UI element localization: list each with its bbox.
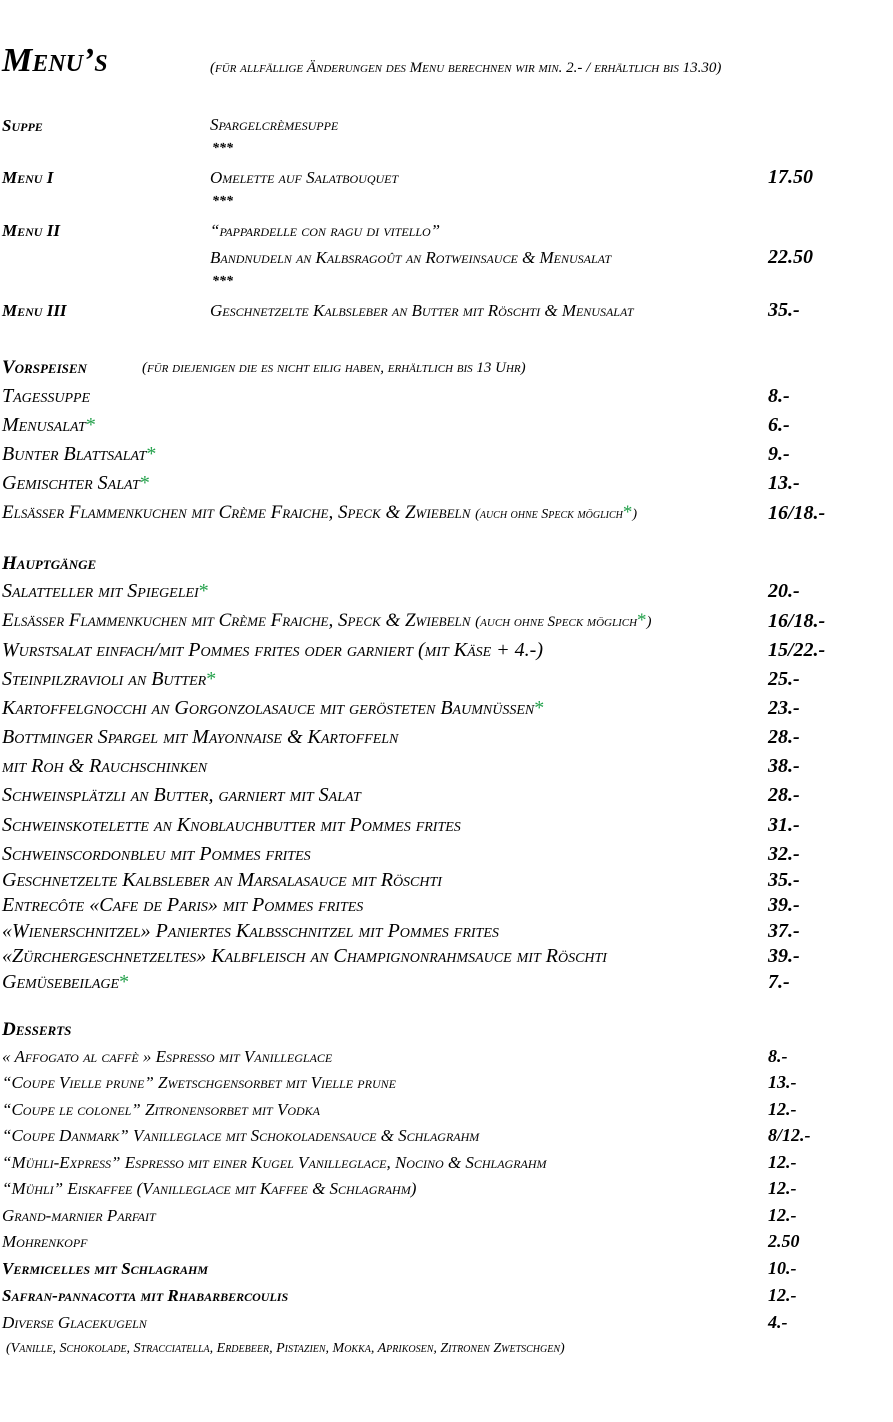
menu-desc-menu2: Bandnudeln an Kalbsragoût an Rotweinsauce & Menusalat	[210, 248, 612, 267]
item-price: 38.-	[768, 755, 800, 777]
list-item: mit Roh & Rauchschinken	[2, 755, 208, 777]
list-item: Salatteller mit Spiegelei*	[2, 580, 209, 602]
list-item: « Affogato al caffè » Espresso mit Vanilleglace	[2, 1047, 333, 1066]
list-item: Grand-marnier Parfait	[2, 1206, 156, 1225]
list-item: Menusalat*	[2, 414, 96, 436]
menu-separator: ***	[212, 141, 233, 156]
item-price: 2.50	[768, 1231, 800, 1251]
item-price: 8.-	[768, 1046, 788, 1066]
list-item: Schweinskotelette an Knoblauchbutter mit Pommes frites	[2, 814, 461, 836]
item-price: 15/22.-	[768, 639, 826, 661]
item-price: 31.-	[768, 814, 800, 836]
item-price: 39.-	[768, 945, 800, 967]
list-item: Elsässer Flammenkuchen mit Crème Fraiche, Speck & Zwiebeln (auch ohne Speck möglich*)	[2, 610, 652, 631]
section-title-desserts: Desserts	[2, 1019, 72, 1040]
menu-desc-menu2-italian: “pappardelle con ragu di vitello”	[210, 221, 441, 240]
vegetarian-star-icon: *	[119, 971, 130, 993]
list-item: Wurstsalat einfach/mit Pommes frites oder garniert (mit Käse + 4.-)	[2, 639, 543, 661]
menu-label-menu3: Menu III	[2, 301, 67, 320]
list-item: Kartoffelgnocchi an Gorgonzolasauce mit gerösteten Baumnüssen*	[2, 697, 545, 719]
menu-label-menu1: Menu I	[2, 168, 54, 187]
vegetarian-star-icon: *	[85, 414, 96, 436]
item-price: 9.-	[768, 443, 790, 465]
section-title-hauptgaenge: Hauptgänge	[2, 553, 97, 574]
item-price: 12.-	[768, 1285, 797, 1305]
list-item: “Coupe le colonel” Zitronensorbet mit Vodka	[2, 1100, 321, 1119]
menu-price-menu2: 22.50	[768, 246, 813, 268]
item-price: 7.-	[768, 971, 790, 993]
menu-label-suppe: Suppe	[2, 116, 43, 135]
list-item: Steinpilzravioli an Butter*	[2, 668, 217, 690]
list-item: “Coupe Danmark” Vanilleglace mit Schokoladensauce & Schlagrahm	[2, 1126, 480, 1145]
vegetarian-star-icon: *	[139, 472, 150, 494]
item-price: 35.-	[768, 869, 800, 891]
list-item: “Mühli-Express” Espresso mit einer Kugel Vanilleglace, Nocino & Schlagrahm	[2, 1153, 547, 1172]
menu-desc-menu3: Geschnetzelte Kalbsleber an Butter mit Röschti & Menusalat	[210, 301, 634, 320]
vegetarian-star-icon: *	[534, 697, 545, 719]
list-item: Elsässer Flammenkuchen mit Crème Fraiche, Speck & Zwiebeln (auch ohne Speck möglich*)	[2, 502, 638, 523]
item-price: 16/18.-	[768, 610, 826, 632]
menu-separator: ***	[212, 274, 233, 289]
header-note: (für allfällige Änderungen des Menu berechnen wir min. 2.- / erhältlich bis 13.30)	[210, 60, 722, 76]
item-price: 39.-	[768, 894, 800, 916]
page-title: Menu’s	[2, 42, 108, 79]
section-note-vorspeisen: (für diejenigen die es nicht eilig haben, erhältlich bis 13 Uhr)	[142, 360, 526, 376]
menu-separator: ***	[212, 194, 233, 209]
item-price: 8/12.-	[768, 1125, 811, 1145]
vegetarian-star-icon: *	[637, 610, 647, 631]
item-price: 37.-	[768, 920, 800, 942]
vegetarian-star-icon: *	[206, 668, 217, 690]
list-item: Safran-pannacotta mit Rhabarbercoulis	[2, 1286, 289, 1305]
item-price: 12.-	[768, 1152, 797, 1172]
list-item: «Wienerschnitzel» Paniertes Kalbsschnitzel mit Pommes frites	[2, 920, 499, 942]
list-item: Geschnetzelte Kalbsleber an Marsalasauce mit Röschti	[2, 869, 442, 891]
item-price: 10.-	[768, 1258, 797, 1278]
list-item: «Zürchergeschnetzeltes» Kalbfleisch an Champignonrahmsauce mit Röschti	[2, 945, 607, 967]
item-price: 8.-	[768, 385, 790, 407]
list-item: Diverse Glacekugeln	[2, 1313, 147, 1332]
item-price: 12.-	[768, 1205, 797, 1225]
item-price: 28.-	[768, 784, 800, 806]
item-price: 20.-	[768, 580, 800, 602]
menu-price-menu1: 17.50	[768, 166, 813, 188]
menu-desc-menu1: Omelette auf Salatbouquet	[210, 168, 399, 187]
menu-label-menu2: Menu II	[2, 221, 60, 240]
list-item: Gemüsebeilage*	[2, 971, 130, 993]
item-price: 25.-	[768, 668, 800, 690]
item-price: 16/18.-	[768, 502, 826, 524]
menu-desc-suppe: Spargelcrèmesuppe	[210, 115, 339, 134]
item-price: 28.-	[768, 726, 800, 748]
glace-flavors-note: (Vanille, Schokolade, Stracciatella, Erdebeer, Pistazien, Mokka, Aprikosen, Zitronen Zwetschgen)	[6, 1341, 565, 1356]
list-item: “Mühli” Eiskaffee (Vanilleglace mit Kaffee & Schlagrahm)	[2, 1179, 417, 1198]
list-item: Entrecôte «Cafe de Paris» mit Pommes frites	[2, 894, 364, 916]
vegetarian-star-icon: *	[146, 443, 157, 465]
list-item: Schweinscordonbleu mit Pommes frites	[2, 843, 311, 865]
list-item: “Coupe Vielle prune” Zwetschgensorbet mit Vielle prune	[2, 1073, 396, 1092]
item-price: 23.-	[768, 697, 800, 719]
item-price: 13.-	[768, 1072, 797, 1092]
list-item: Schweinsplätzli an Butter, garniert mit Salat	[2, 784, 361, 806]
item-price: 12.-	[768, 1178, 797, 1198]
item-price: 32.-	[768, 843, 800, 865]
vegetarian-star-icon: *	[622, 502, 633, 523]
list-item: Vermicelles mit Schlagrahm	[2, 1259, 209, 1278]
section-title-vorspeisen: Vorspeisen	[2, 357, 87, 378]
list-item: Mohrenkopf	[2, 1232, 88, 1251]
vegetarian-star-icon: *	[198, 580, 209, 602]
list-item: Bunter Blattsalat*	[2, 443, 157, 465]
item-price: 12.-	[768, 1099, 797, 1119]
item-price: 6.-	[768, 414, 790, 436]
item-price: 13.-	[768, 472, 800, 494]
list-item: Bottminger Spargel mit Mayonnaise & Kartoffeln	[2, 726, 399, 748]
item-price: 4.-	[768, 1312, 788, 1332]
list-item: Gemischter Salat*	[2, 472, 150, 494]
list-item: Tagessuppe	[2, 385, 91, 407]
menu-price-menu3: 35.-	[768, 299, 800, 321]
